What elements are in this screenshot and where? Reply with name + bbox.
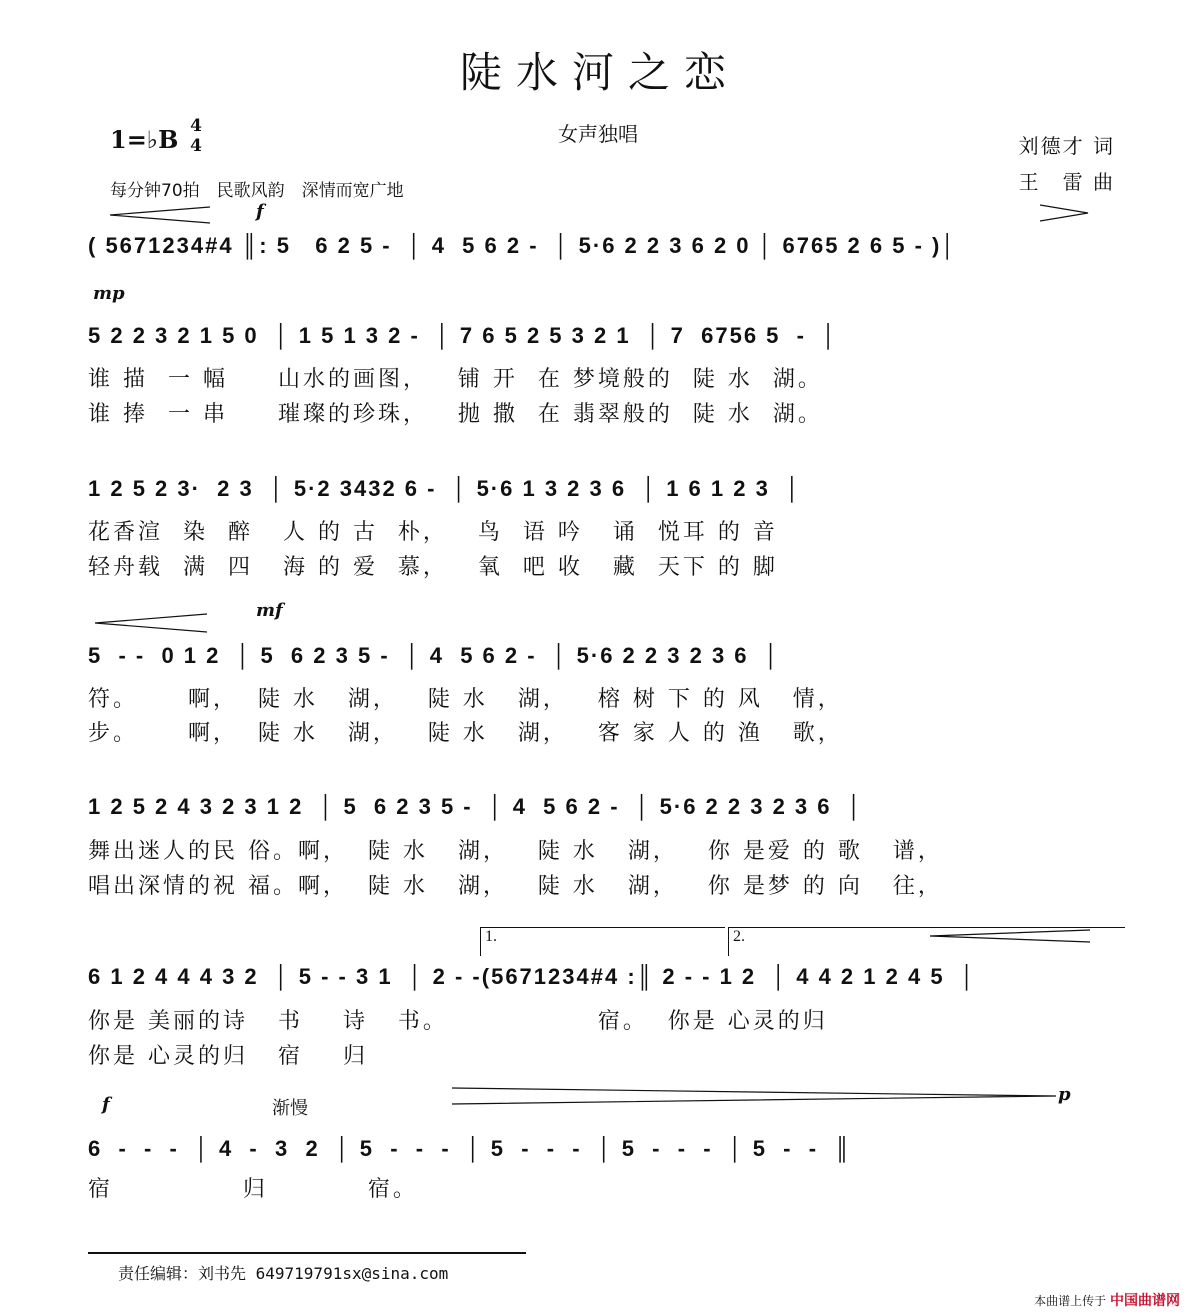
- lyric-row-4-line-2: 步。 啊， 陡 水 湖， 陡 水 湖， 客 家 人 的 渔 歌，: [88, 721, 843, 746]
- site-watermark: [1034, 1290, 1180, 1310]
- decrescendo-hairpin-coda: [452, 1086, 1056, 1108]
- volta-first-ending: [480, 927, 725, 956]
- score-row-3: [88, 476, 1122, 510]
- lyric-row-5-line-2: 唱出深情的祝 福。啊， 陡 水 湖， 陡 水 湖， 你 是梦 的 向 往，: [88, 874, 943, 899]
- tempo-marking: 每分钟70拍 民歌风韵 深情而宽广地: [110, 181, 404, 201]
- dynamic-mp: mp: [93, 283, 125, 304]
- volta-first-label: 1.: [485, 928, 497, 945]
- watermark-brand: 中国曲谱网: [1110, 1293, 1180, 1309]
- volta-second-label: 2.: [733, 928, 745, 945]
- lyric-row-5-line-1: 舞出迷人的民 俗。啊， 陡 水 湖， 陡 水 湖， 你 是爱 的 歌 谱，: [88, 839, 943, 864]
- song-title: 陡水河之恋: [459, 48, 740, 97]
- notes-row-4: 5 - - 0 1 2 │ 5 6 2 3 5 - │ 4 5 6 2 - │ 5·6 2 2 3 2 3 6 │: [88, 643, 781, 668]
- dynamic-f-intro: f: [256, 201, 264, 222]
- notes-row-1: ( 5671234#4 ║: 5 6 2 5 - │ 4 5 6 2 - │ 5·6 2 2 3 6 2 0 │ 6765 2 6 5 - )│: [88, 233, 958, 258]
- lyric-row-6-line-1: 你是 美丽的诗 书 诗 书。 宿。 你是 心灵的归: [88, 1009, 828, 1034]
- lyricist-credit: 刘德才 词: [1018, 134, 1115, 158]
- lyric-row-3-line-1: 花香渲 染 醉 人 的 古 朴， 鸟 语 吟 诵 悦耳 的 音: [88, 520, 778, 545]
- score-row-7: [88, 1136, 1122, 1170]
- crescendo-hairpin-row-6: [930, 928, 1090, 944]
- score-row-2: [88, 323, 1122, 357]
- time-signature: [186, 116, 206, 156]
- crescendo-hairpin-row-4: [95, 612, 207, 634]
- editor-credit: 责任编辑：刘书先 649719791sx@sina.com: [118, 1264, 449, 1283]
- key-signature: 1=♭B: [110, 125, 179, 154]
- lyric-row-7-line-1: 宿 归 宿。: [88, 1177, 418, 1202]
- notes-row-2: 5 2 2 3 2 1 5 0 │ 1 5 1 3 2 - │ 7 6 5 2 5 3 2 1 │ 7 6756 5 - │: [88, 323, 838, 348]
- composer-credit: 王 雷 曲: [1018, 170, 1115, 194]
- notes-row-3: 1 2 5 2 3· 2 3 │ 5·2 3432 6 - │ 5·6 1 3 2 3 6 │ 1 6 1 2 3 │: [88, 476, 802, 501]
- lyric-row-3-line-2: 轻舟载 满 四 海 的 爱 慕， 氧 吧 收 藏 天下 的 脚: [88, 555, 778, 580]
- watermark-prefix: 本曲谱上传于: [1034, 1294, 1107, 1308]
- notes-row-6: 6 1 2 4 4 4 3 2 │ 5 - - 3 1 │ 2 - -(5671234#4 :║ 2 - - 1 2 │ 4 4 2 1 2 4 5 │: [88, 964, 977, 989]
- lyric-row-4-line-1: 符。 啊， 陡 水 湖， 陡 水 湖， 榕 树 下 的 风 情，: [88, 687, 843, 712]
- score-row-6: [88, 964, 1122, 998]
- ritardando-marking: 渐慢: [272, 1098, 308, 1119]
- time-signature-top: 4: [190, 116, 202, 136]
- dynamic-mf: mf: [256, 600, 283, 621]
- notes-row-5: 1 2 5 2 4 3 2 3 1 2 │ 5 6 2 3 5 - │ 4 5 6 2 - │ 5·6 2 2 3 2 3 6 │: [88, 794, 864, 819]
- lyric-row-2-line-1: 谁 描 一 幅 山水的画图， 铺 开 在 梦境般的 陡 水 湖。: [88, 367, 823, 392]
- score-row-5: [88, 794, 1122, 828]
- dynamic-f-coda: f: [102, 1094, 110, 1115]
- notes-row-7: 6 - - - │ 4 - 3 2 │ 5 - - - │ 5 - - - │ 5 - - - │ 5 - - ║: [88, 1136, 852, 1161]
- footer-divider: [88, 1252, 526, 1254]
- time-signature-bottom: 4: [190, 136, 202, 156]
- dynamic-p-end: p: [1058, 1084, 1071, 1105]
- lyric-row-6-line-2: 你是 心灵的归 宿 归: [88, 1044, 368, 1069]
- subtitle: 女声独唱: [558, 122, 638, 146]
- score-row-1: [88, 233, 1122, 267]
- score-row-4: [88, 643, 1122, 677]
- decrescendo-hairpin: [1040, 203, 1090, 223]
- crescendo-hairpin: [110, 205, 210, 225]
- lyric-row-2-line-2: 谁 捧 一 串 璀璨的珍珠， 抛 撒 在 翡翠般的 陡 水 湖。: [88, 402, 823, 427]
